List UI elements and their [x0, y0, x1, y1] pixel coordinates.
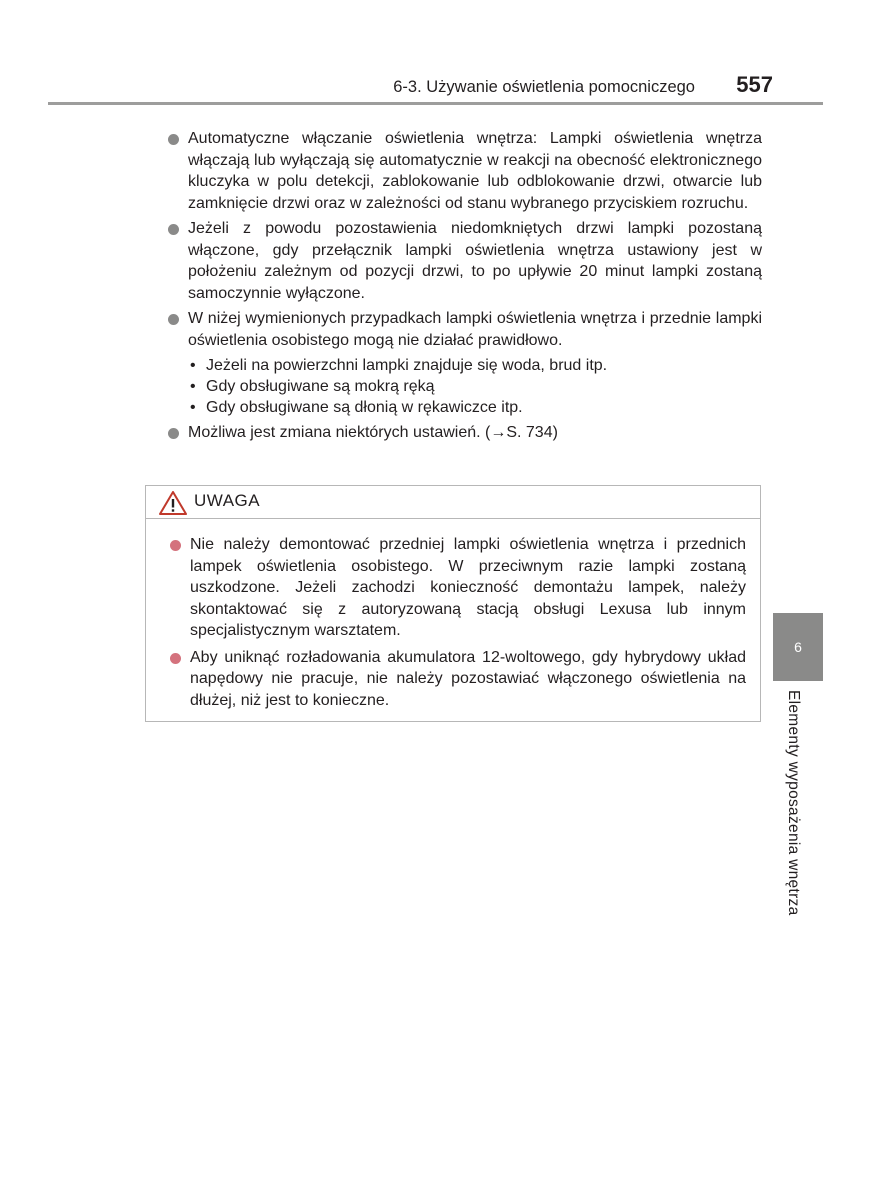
- bullet-dot-icon: [168, 224, 179, 235]
- list-item-text: Automatyczne włączanie oświetlenia wnętrza: Lampki oświetlenia wnętrza włączają lub wyłączają się automatycznie w reakcji na obecność elektronicznego kluczyka w polu detekcji, zablokowanie lub odblokowanie drzwi, otwarcie lub zamknięcie drzwi oraz w zależności od stanu wybranego przyciskiem rozruchu.: [188, 130, 762, 212]
- list-item: [168, 218, 762, 304]
- list-item-text: Możliwa jest zmiana niektórych ustawień. (→S. 734): [188, 424, 558, 441]
- sub-list-item: [190, 397, 762, 418]
- sub-bullet: •: [190, 357, 196, 374]
- warning-item-text: Nie należy demontować przedniej lampki oświetlenia wnętrza i przednich lampek oświetlenia osobistego. W przeciwnym razie lampki zostaną uszkodzone. Jeżeli zachodzi konieczność demontażu lampek, należy skontaktować się z autoryzowaną stacją obsługi Lexusa lub innym specjalistycznym warsztatem.: [190, 536, 746, 639]
- warning-title: UWAGA: [194, 491, 261, 510]
- sub-bullet: •: [190, 399, 196, 416]
- warning-box: [145, 485, 761, 722]
- sub-bullet: •: [190, 378, 196, 395]
- list-item: [168, 128, 762, 214]
- main-content: [168, 128, 762, 448]
- warning-bullet-icon: [170, 653, 181, 664]
- header-divider: [48, 102, 823, 105]
- page-number: 557: [736, 72, 773, 97]
- warning-triangle-icon: [158, 490, 188, 516]
- bullet-dot-icon: [168, 314, 179, 325]
- warning-item: [170, 534, 746, 642]
- warning-item-text: Aby uniknąć rozładowania akumulatora 12-woltowego, gdy hybrydowy układ napędowy nie pracuje, nie należy pozostawiać włączonego oświetlenia na dłużej, niż jest to konieczne.: [190, 648, 746, 709]
- chapter-tab: [773, 613, 823, 681]
- warning-header: [146, 486, 760, 519]
- bullet-dot-icon: [168, 428, 179, 439]
- sub-list-item-text: Jeżeli na powierzchni lampki znajduje się woda, brud itp.: [206, 357, 608, 374]
- list-item-text: W niżej wymienionych przypadkach lampki oświetlenia wnętrza i przednie lampki oświetlenia osobistego mogą nie działać prawidłowo.: [188, 310, 762, 349]
- chapter-label: Elementy wyposażenia wnętrza: [785, 690, 802, 916]
- list-item: [168, 422, 762, 444]
- sub-list-item-text: Gdy obsługiwane są dłonią w rękawiczce itp.: [206, 399, 523, 416]
- section-title: 6-3. Używanie oświetlenia pomocniczego: [393, 78, 695, 96]
- sub-list-item: [190, 376, 762, 397]
- bullet-dot-icon: [168, 134, 179, 145]
- warning-content: [170, 534, 746, 716]
- sub-list: [190, 355, 762, 418]
- warning-item: [170, 647, 746, 712]
- warning-bullet-icon: [170, 540, 181, 551]
- list-item-text: Jeżeli z powodu pozostawienia niedomkniętych drzwi lampki pozostaną włączone, gdy przełącznik lampki oświetlenia wnętrza ustawiony jest w położeniu zależnym od pozycji drzwi, to po upływie 20 minut lampki zostaną samoczynnie wyłączone.: [188, 220, 762, 302]
- sub-list-item: [190, 355, 762, 376]
- list-item: [168, 308, 762, 418]
- sub-list-item-text: Gdy obsługiwane są mokrą ręką: [206, 378, 435, 395]
- chapter-number: 6: [794, 639, 802, 655]
